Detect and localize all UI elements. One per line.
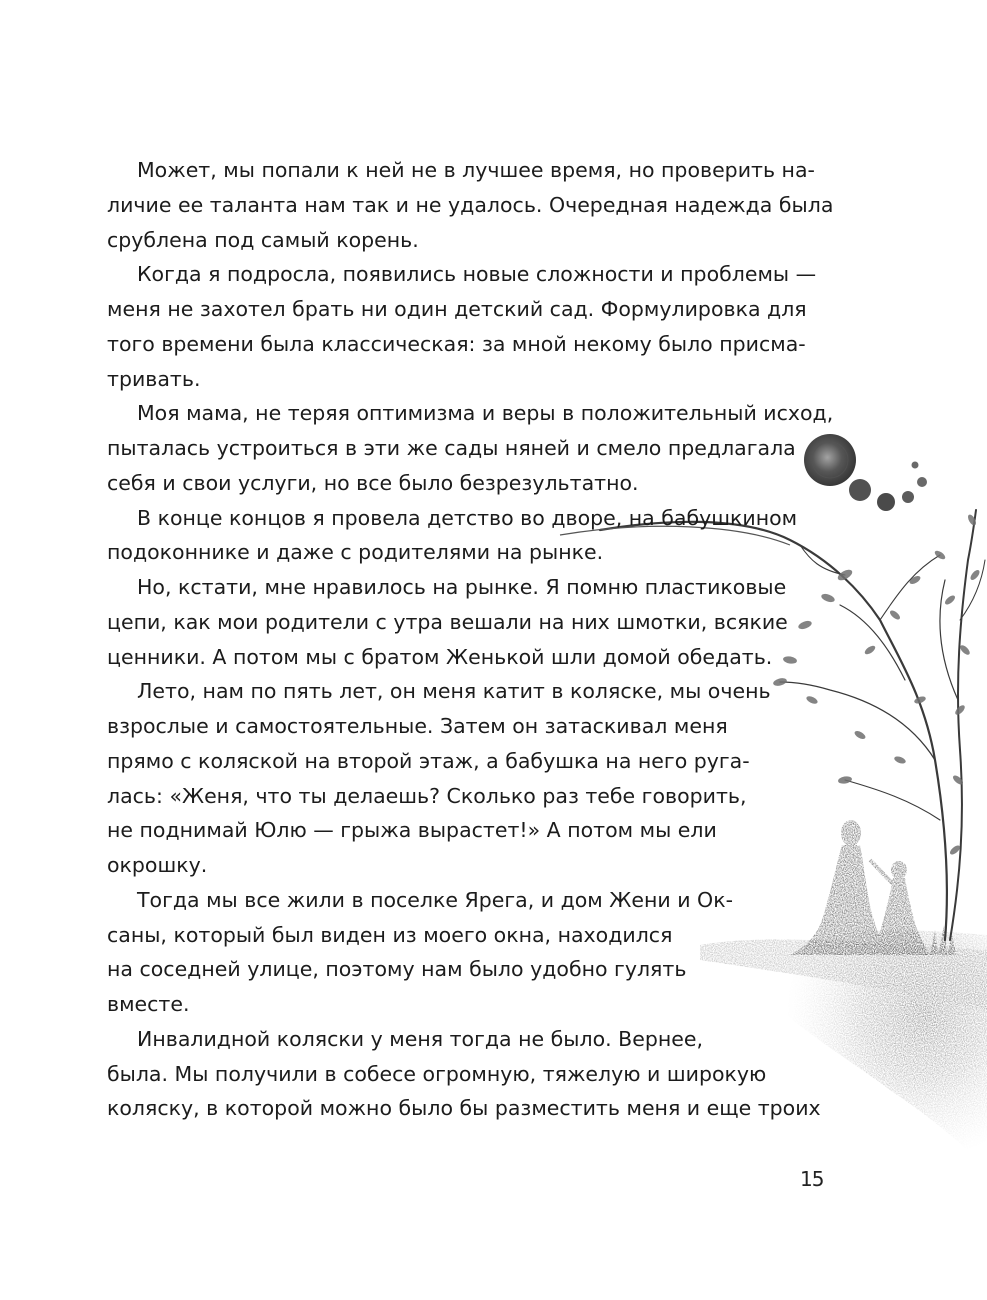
page-number: 15 — [800, 1167, 824, 1191]
text-line: В конце концов я провела детство во дворе, на бабушкином — [137, 506, 798, 530]
text-line: Тогда мы все жили в поселке Ярега, и дом Жени и Ок- — [137, 888, 733, 912]
text-line: срублена под самый корень. — [107, 228, 419, 252]
text-line: личие ее таланта нам так и не удалось. Очередная надежда была — [107, 193, 834, 217]
text-line: вместе. — [107, 992, 190, 1016]
text-line: Моя мама, не теряя оптимизма и веры в положительный исход, — [137, 401, 834, 425]
text-line: подоконнике и даже с родителями на рынке. — [107, 540, 604, 564]
text-line: Лето, нам по пять лет, он меня катит в коляске, мы очень — [137, 679, 771, 703]
text-line: меня не захотел брать ни один детский сад. Формулировка для — [107, 297, 807, 321]
text-line: прямо с коляской на второй этаж, а бабушка на него руга- — [107, 749, 750, 773]
text-line: Но, кстати, мне нравилось на рынке. Я помню пластиковые — [137, 575, 787, 599]
text-line: коляску, в которой можно было бы разместить меня и еще троих — [107, 1096, 821, 1120]
text-line: того времени была классическая: за мной некому было присма- — [107, 332, 806, 356]
text-line: окрошку. — [107, 853, 208, 877]
text-line: Когда я подросла, появились новые сложности и проблемы — — [137, 262, 817, 286]
text-line: ценники. А потом мы с братом Женькой шли домой обедать. — [107, 645, 773, 669]
text-line: Инвалидной коляски у меня тогда не было. Вернее, — [137, 1027, 703, 1051]
text-line: цепи, как мои родители с утра вешали на них шмотки, всякие — [107, 610, 788, 634]
text-line: саны, который был виден из моего окна, находился — [107, 923, 673, 947]
text-line: тривать. — [107, 367, 201, 391]
text-line: была. Мы получили в собесе огромную, тяжелую и широкую — [107, 1062, 767, 1086]
text-line: взрослые и самостоятельные. Затем он затаскивал меня — [107, 714, 728, 738]
text-line: пыталась устроиться в эти же сады няней и смело предлагала — [107, 436, 796, 460]
text-line: Может, мы попали к ней не в лучшее время, но проверить на- — [137, 158, 815, 182]
text-line: себя и свои услуги, но все было безрезультатно. — [107, 471, 639, 495]
text-line: на соседней улице, поэтому нам было удобно гулять — [107, 957, 687, 981]
text-line: лась: «Женя, что ты делаешь? Сколько раз тебе говорить, — [107, 784, 747, 808]
text-line: не поднимай Юлю — грыжа вырастет!» А потом мы ели — [107, 818, 717, 842]
